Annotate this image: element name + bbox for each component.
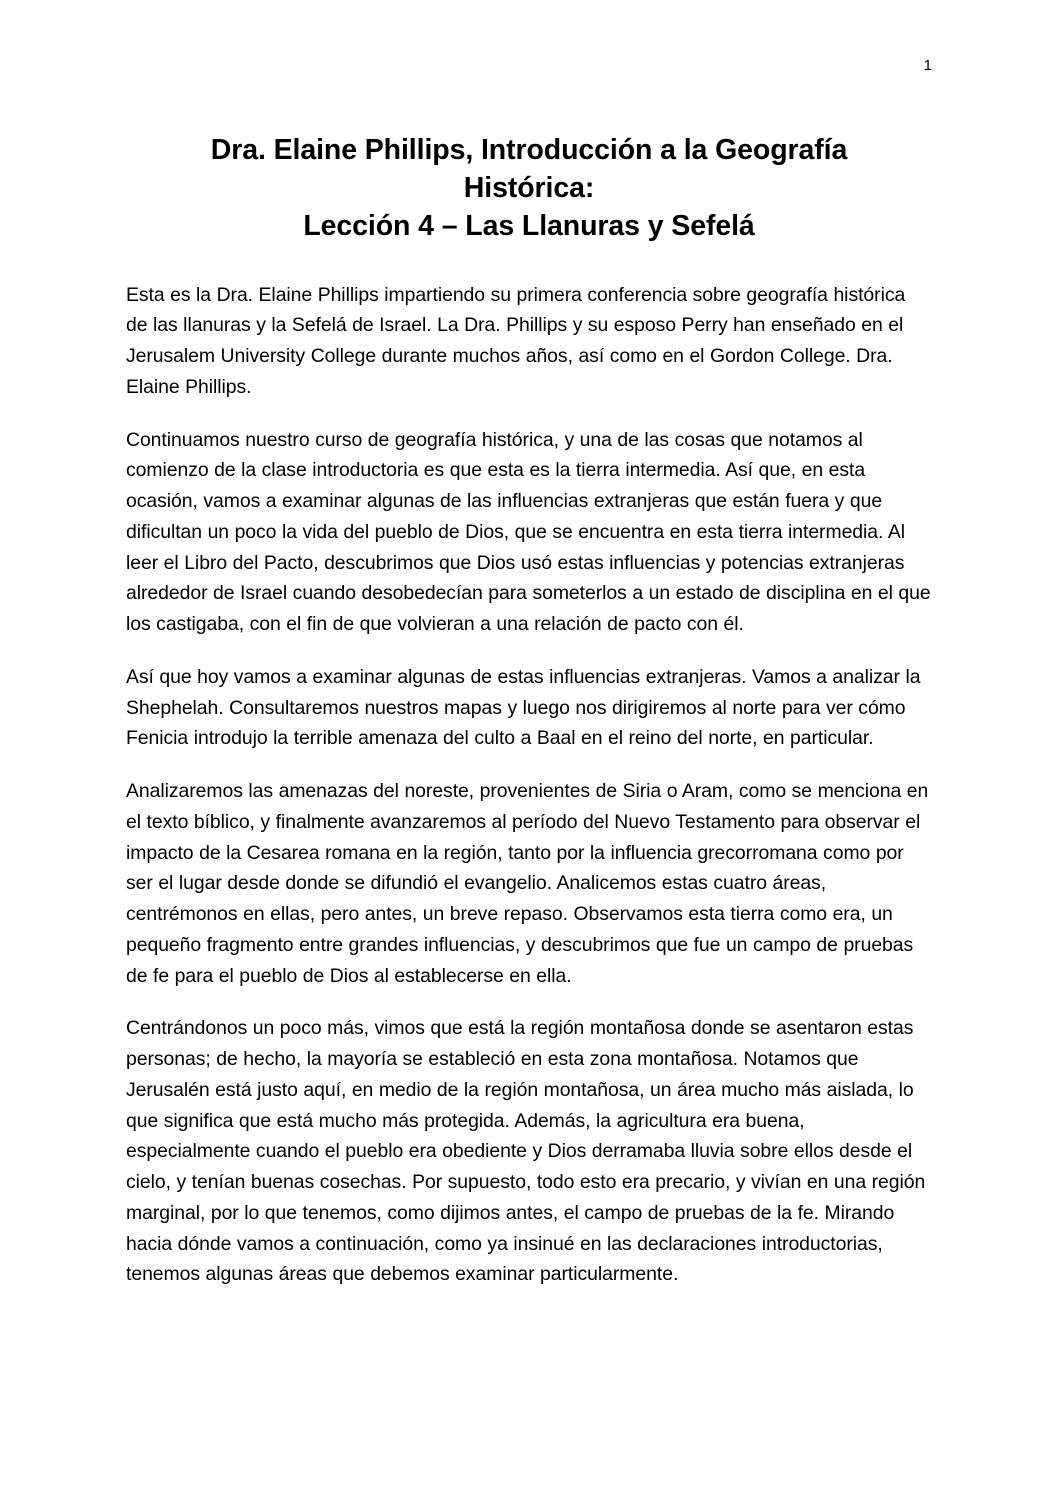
page-number: 1 <box>923 57 932 74</box>
title-line-2: Histórica: <box>463 171 595 204</box>
paragraph: Continuamos nuestro curso de geografía histórica, y una de las cosas que notamos al comienzo de la clase introductoria es que esta es la tierra intermedia. Así que, en esta ocasión, vamos a examinar algunas de las influencias extranjeras que están fuera y que dificultan un poco la vida del pueblo de Dios, que se encuentra en esta tierra intermedia. Al leer el Libro del Pacto, descubrimos que Dios usó estas influencias y potencias extranjeras alrededor de Israel cuando desobedecían para someterlos a un estado de disciplina en el que los castigaba, con el fin de que volvieran a una relación de pacto con él. <box>126 428 931 636</box>
page-title <box>126 56 932 246</box>
paragraph: Centrándonos un poco más, vimos que está la región montañosa donde se asentaron estas personas; de hecho, la mayoría se estableció en esta zona montañosa. Notamos que Jerusalén está justo aquí, en medio de la región montañosa, un área mucho más aislada, lo que significa que está mucho más protegida. Además, la agricultura era buena, especialmente cuando el pueblo era obediente y Dios derramaba lluvia sobre ellos desde el cielo, y tenían buenas cosechas. Por supuesto, todo esto era precario, y vivían en una región marginal, por lo que tenemos, como dijimos antes, el campo de pruebas de la fe. Mirando hacia dónde vamos a continuación, como ya insinué en las declaraciones introductorias, tenemos algunas áreas que debemos examinar particularmente. <box>126 1017 926 1286</box>
title-line-3: Lección 4 – Las Llanuras y Sefelá <box>303 209 755 242</box>
paragraph: Analizaremos las amenazas del noreste, provenientes de Siria o Aram, como se menciona en el texto bíblico, y finalmente avanzaremos al período del Nuevo Testamento para observar el impacto de la Cesarea romana en la región, tanto por la influencia grecorromana como por ser el lugar desde donde se difundió el evangelio. Analicemos estas cuatro áreas, centrémonos en ellas, pero antes, un breve repaso. Observamos esta tierra como era, un pequeño fragmento entre grandes influencias, y descubrimos que fue un campo de pruebas de fe para el pueblo de Dios al establecerse en ella. <box>126 780 929 987</box>
title-line-1: Dra. Elaine Phillips, Introducción a la Geografía <box>210 134 848 166</box>
paragraph: Esta es la Dra. Elaine Phillips impartiendo su primera conferencia sobre geografía histórica de las llanuras y la Sefelá de Israel. La Dra. Phillips y su esposo Perry han enseñado en el Jerusalem University College durante muchos años, así como en el Gordon College. Dra. Elaine Phillips. <box>126 283 906 398</box>
paragraph: Así que hoy vamos a examinar algunas de estas influencias extranjeras. Vamos a analizar la Shephelah. Consultaremos nuestros mapas y luego nos dirigiremos al norte para ver cómo Fenicia introdujo la terrible amenaza del culto a Baal en el reino del norte, en particular. <box>126 665 921 750</box>
document-body <box>126 280 932 1291</box>
